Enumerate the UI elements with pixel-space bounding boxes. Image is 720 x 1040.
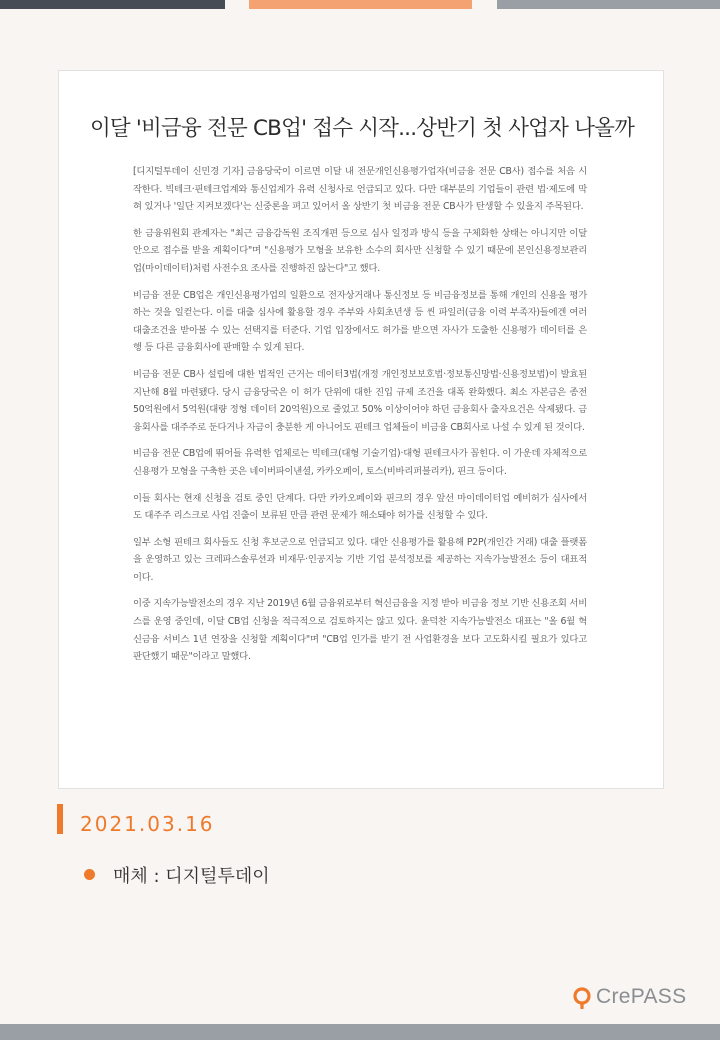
top-decoration-bars bbox=[0, 0, 720, 9]
article-title: 이달 '비금융 전문 CB업' 접수 시작...상반기 첫 사업자 나올까 bbox=[89, 116, 635, 141]
media-source-label: 매체 : 디지털투데이 bbox=[113, 866, 270, 887]
crepass-logo-icon bbox=[572, 987, 592, 1009]
article-paragraph: 한 금융위원회 관계자는 "최근 금융감독원 조직개편 등으로 심사 일정과 방식 등을 구체화한 상태는 아니지만 이달 안으로 접수를 받을 계획이다"며 "신용평가 모형을 보유한 소수의 회사만 신청할 수 있기 때문에 본인신용정보관리업(마이데이터)처럼 사전수요 조사를 진행하진 않는다"고 했다. bbox=[133, 227, 587, 274]
brand-name: CrePASS bbox=[596, 985, 687, 1008]
date-accent-bar bbox=[57, 804, 63, 834]
article-paragraph: 이중 지속가능발전소의 경우 지난 2019년 6월 금융위로부터 혁신금융을 지정 받아 비금융 정보 기반 신용조회 서비스를 운영 중인데, 이달 CB업 신청을 적극적으로 검토하지는 않고 있다. 윤덕찬 지속가능발전소 대표는 "올 6월 혁신금융 서비스 1년 연장을 신청할 계획이다"며 "CB업 인가를 받기 전 사업환경을 보다 고도화시킬 필요가 있다고 판단했기 때문"이라고 말했다. bbox=[133, 598, 587, 663]
article-paragraph: 비금융 전문 CB사 설립에 대한 법적인 근거는 데이터3법(개정 개인정보보호법·정보통신망법·신용정보법)이 발효된 지난해 8월 마련됐다. 당시 금융당국은 이 허가 단위에 대한 진입 규제 조건을 대폭 완화했다. 최소 자본금은 종전 50억원에서 5억원(대량 정형 데이터 20억원)으로 줄었고 50% 이상이어야 하던 금융회사 출자요건은 삭제됐다. 금융회사를 대주주로 둔다거나 자금이 충분한 게 아니어도 핀테크 업체들이 비금융 CB회사로 나설 수 있게 된 것이다. bbox=[133, 368, 587, 433]
article-body bbox=[133, 163, 587, 675]
top-bar-orange bbox=[249, 0, 472, 9]
top-bar-dark bbox=[0, 0, 225, 9]
article-paragraph: 비금융 전문 CB업에 뛰어들 유력한 업체로는 빅테크(대형 기술기업)·대형 핀테크사가 꼽힌다. 이 가운데 자체적으로 신용평가 모형을 구축한 곳은 네이버파이낸셜, 카카오페이, 토스(비바리퍼블리카), 핀크 등이다. bbox=[133, 448, 587, 477]
bottom-decoration-bar bbox=[0, 1024, 720, 1040]
article-paragraph: [디지털투데이 신민경 기자] 금융당국이 이르면 이달 내 전문개인신용평가업자(비금융 전문 CB사) 접수를 처음 시작한다. 빅테크·핀테크업계와 통신업계가 유력 신청사로 언급되고 있다. 다만 대부분의 기업들이 관련 법·제도에 막혀 있거나 '일단 지켜보겠다'는 신중론을 펴고 있어서 올 상반기 첫 비금융 전문 CB사가 탄생할 수 있을지 주목된다. bbox=[133, 166, 587, 213]
top-bar-gray bbox=[497, 0, 720, 9]
brand-logo bbox=[570, 985, 695, 1011]
article-paragraph: 일부 소형 핀테크 회사들도 신청 후보군으로 언급되고 있다. 대안 신용평가를 활용해 P2P(개인간 거래) 대출 플랫폼을 운영하고 있는 크레파스솔루션과 비재무·인공지능 기반 기업 분석정보를 제공하는 지속가능발전소 등이 대표적이다. bbox=[133, 536, 587, 583]
article-card bbox=[58, 70, 664, 789]
article-paragraph: 비금융 전문 CB업은 개인신용평가업의 일환으로 전자상거래나 통신정보 등 비금융정보를 통해 개인의 신용을 평가하는 것을 일컫는다. 이를 대출 심사에 활용할 경우 주부와 사회초년생 등 씬 파일러(금융 이력 부족자)들에겐 여러 대출조건을 받아볼 수 있는 선택지를 터준다. 기업 입장에서도 허가를 받으면 자사가 도출한 신용평가 데이터를 은행 등 다른 금융회사에 판매할 수 있게 된다. bbox=[133, 289, 587, 354]
article-paragraph: 이들 회사는 현재 신청을 검토 중인 단계다. 다만 카카오페이와 핀크의 경우 앞선 마이데이터업 예비허가 심사에서도 대주주 리스크로 사업 진출이 보류된 만큼 관련 문제가 해소돼야 허가를 신청할 수 있다. bbox=[133, 492, 587, 522]
article-date: 2021.03.16 bbox=[80, 812, 215, 836]
bullet-dot-icon bbox=[84, 869, 95, 880]
